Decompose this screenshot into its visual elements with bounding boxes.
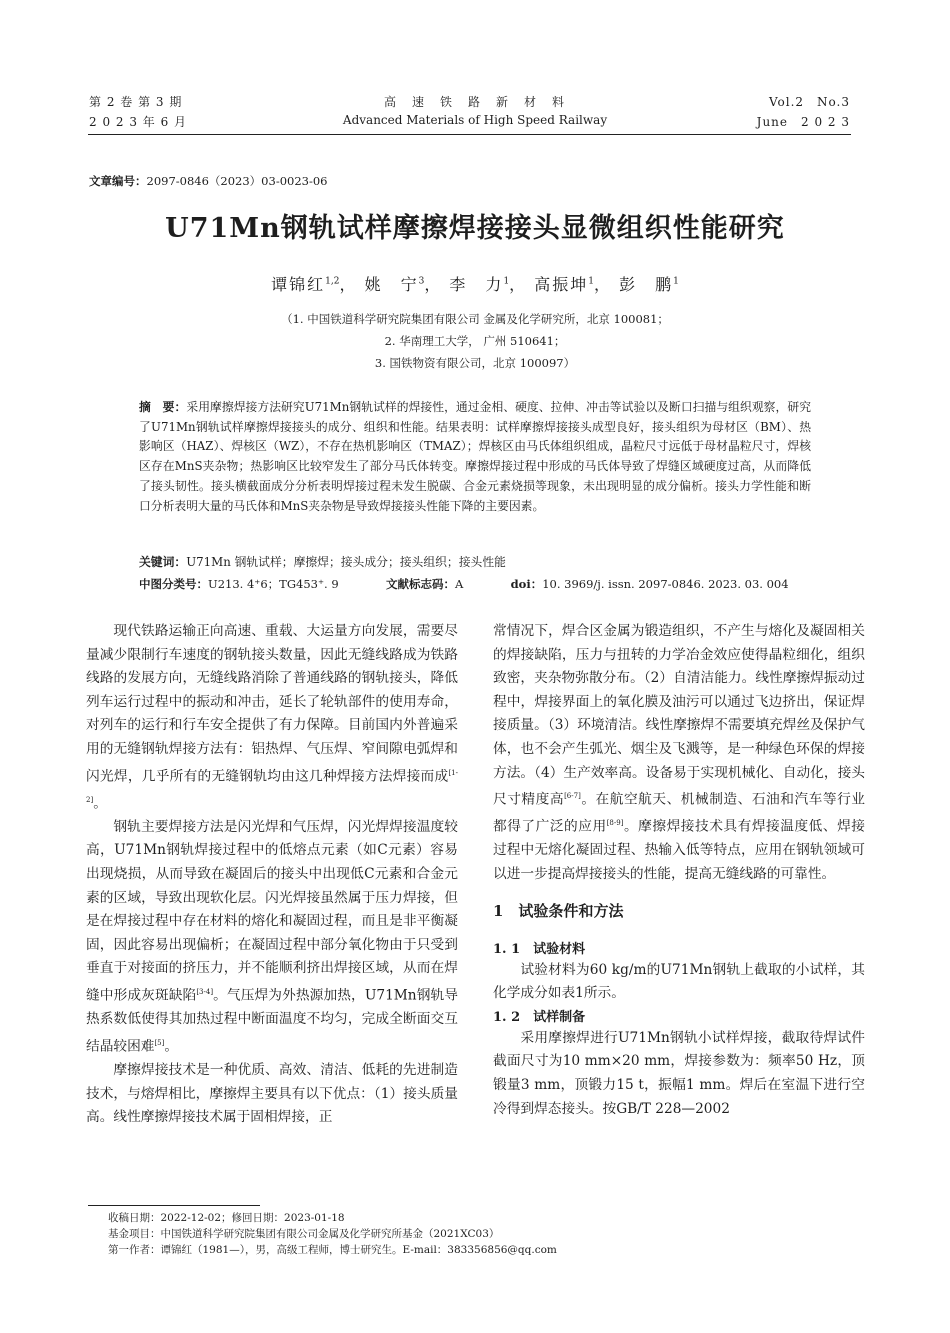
- footnote-rule: [88, 1205, 260, 1206]
- article-number: [89, 173, 328, 189]
- footnote-fund: 基金项目：中国铁道科学研究院集团有限公司金属及化学研究所基金（2021XC03）: [108, 1228, 500, 1240]
- author: 姚 宁$^3$: [364, 275, 425, 294]
- left-column: [86, 620, 458, 1130]
- author: 李 力$^1$: [449, 275, 510, 294]
- author-list: 谭锦红$^{1,2}$， 姚 宁$^3$， 李 力$^1$， 高振坤$^1$， 彭 鹏$^1$: [271, 275, 679, 294]
- paragraph: 钢轨主要焊接方法是闪光焊和气压焊，闪光焊焊接温度较高，U71Mn钢轨焊接过程中的低熔点元素（如C元素）容易出现烧损，从而导致在凝固后的接头中出现低C元素和合金元素的区域，导致出现软化层。闪光焊接虽然属于压力焊接，但是在焊接过程中存在材料的熔化和凝固过程，而且是非平衡凝固，因此容易出现偏析；在凝固过程中部分氧化物由于只受到垂直于对接面的挤压力，并不能顺利挤出焊接区域，从而在焊缝中形成灰斑缺陷[3-4]。气压焊为外热源加热，U71Mn钢轨导热系数低使得其加热过程中断面温度不均匀，完成全断面交互结晶较困难[5]。: [86, 818, 458, 1055]
- section-heading-1-1: 1. 1 试验材料: [493, 941, 586, 957]
- affiliation-2: 2. 华南理工大学， 广州 510641；: [384, 334, 566, 348]
- journal-title-cn: 高 速 铁 路 新 材 料: [383, 95, 566, 109]
- affiliation-1: （1. 中国铁道科学研究院集团有限公司 金属及化学研究所，北京 100081；: [281, 312, 669, 326]
- abstract: [139, 398, 811, 516]
- article-number-value: 2097-0846（2023）03-0023-06: [146, 174, 328, 188]
- doc-code-label: 文献标志码：: [385, 577, 455, 591]
- header-vol-no: Vol.2 No.3: [768, 95, 850, 109]
- author: 彭 鹏$^1$: [619, 275, 679, 294]
- author: 谭锦红$^{1,2}$: [271, 275, 340, 294]
- header-date: 2 0 2 3 年 6 月: [89, 115, 188, 129]
- header-rule: [88, 134, 851, 135]
- section-heading-1-2: 1. 2 试样制备: [493, 1009, 586, 1025]
- citation: [6-7]: [564, 792, 581, 801]
- citation: [5]: [154, 1038, 165, 1047]
- footnote-dates: 收稿日期：2022-12-02；修回日期：2023-01-18: [108, 1212, 345, 1224]
- keywords: [139, 553, 811, 573]
- journal-title-en: Advanced Materials of High Speed Railway: [342, 113, 608, 127]
- abstract-text: 采用摩擦焊接方法研究U71Mn钢轨试样的焊接性，通过金相、硬度、拉伸、冲击等试验以及断口扫描与组织观察，研究了U71Mn钢轨试样摩擦焊接接头的成分、组织和性能。结果表明：试样摩擦焊接接头成型良好，接头组织为母材区（BM）、热影响区（HAZ）、焊核区（WZ），不存在热机影响区（TMAZ）；焊核区由马氏体组织组成，晶粒尺寸远低于母材晶粒尺寸，焊核区存在MnS夹杂物；热影响区比较窄发生了部分马氏体转变。摩擦焊接过程中形成的马氏体导致了焊缝区域硬度过高，从而降低了接头韧性。接头横截面成分分析表明焊接过程未发生脱碳、合金元素烧损等现象，未出现明显的成分偏析。接头力学性能和断口分析表明大量的马氏体和MnS夹杂物是导致焊接接头性能下降的主要因素。: [139, 400, 811, 513]
- clc-value: U213. 4⁺6；TG453⁺. 9: [208, 577, 339, 591]
- keywords-text: U71Mn 钢轨试样；摩擦焊；接头成分；接头组织；接头性能: [186, 555, 506, 569]
- clc-label: 中图分类号：: [139, 577, 208, 591]
- paper-title: U71Mn钢轨试样摩擦焊接接头显微组织性能研究: [165, 213, 785, 244]
- doi-label: doi：: [510, 577, 543, 591]
- citation: [3-4]: [196, 988, 214, 997]
- citation: [8-9]: [606, 819, 624, 828]
- keywords-label: 关键词：: [139, 555, 187, 569]
- section-heading-1: 1 试验条件和方法: [493, 901, 624, 920]
- paragraph: 常情况下，焊合区金属为锻造组织，不产生与熔化及凝固相关的焊接缺陷，压力与扭转的力学冶金效应使得晶粒细化，组织致密，夹杂物弥散分布。（2）自清洁能力。线性摩擦焊振动过程中，焊接界面上的氧化膜及油污可以通过飞边挤出，保证焊接质量。（3）环境清洁。线性摩擦焊不需要填充焊丝及保护气体，也不会产生弧光、烟尘及飞溅等，是一种绿色环保的焊接方法。（4）生产效率高。设备易于实现机械化、自动化，接头尺寸精度高[6-7]。在航空航天、机械制造、石油和汽车等行业都得了广泛的应用[8-9]。摩擦焊接技术具有焊接温度低、焊接过程中无熔化凝固过程、热输入低等特点，应用在钢轨领域可以进一步提高焊接接头的性能，提高无缝线路的可靠性。: [493, 623, 865, 883]
- header-month: June 2 0 2 3: [756, 115, 850, 129]
- right-column: [493, 620, 865, 1121]
- affiliation-3: 3. 国铁物资有限公司，北京 100097）: [374, 356, 576, 370]
- author: 高振坤$^1$: [534, 275, 595, 294]
- classification-line: [139, 576, 819, 592]
- paragraph: 摩擦焊接技术是一种优质、高效、清洁、低耗的先进制造技术，与熔焊相比，摩擦焊主要具有以下优点：（1）接头质量高。线性摩擦焊接技术属于固相焊接，正: [86, 1061, 458, 1126]
- doc-code-value: A: [454, 577, 464, 591]
- article-number-label: 文章编号：: [89, 174, 147, 188]
- paragraph: 采用摩擦焊进行U71Mn钢轨小试样焊接，截取待焊试件截面尺寸为10 mm×20 mm，焊接参数为：频率50 Hz，顶锻量3 mm，顶锻力15 t，振幅1 mm。焊后在室温下进行空冷得到焊态接头。按GB/T 228—2002: [493, 1029, 865, 1117]
- doi-value: 10. 3969/j. issn. 2097-0846. 2023. 03. 004: [542, 577, 789, 591]
- header-volume: 第 2 卷 第 3 期: [89, 95, 183, 109]
- citation: [1-2]: [86, 768, 458, 804]
- paragraph: 试验材料为60 kg/m的U71Mn钢轨上截取的小试样，其化学成分如表1所示。: [493, 961, 865, 1002]
- footnote-author: 第一作者：谭锦红（1981—），男，高级工程师，博士研究生。E-mail：383356856@qq.com: [108, 1244, 557, 1256]
- abstract-label: 摘 要：: [139, 400, 187, 414]
- paragraph: 现代铁路运输正向高速、重载、大运量方向发展，需要尽量减少限制行车速度的钢轨接头数量，因此无缝线路成为铁路线路的发展方向，无缝线路消除了普通线路的钢轨接头，降低列车运行过程中的振动和冲击，延长了轮轨部件的使用寿命，对列车的运行和行车安全提供了有力保障。目前国内外普遍采用的无缝钢轨焊接方法有：铝热焊、气压焊、窄间隙电弧焊和闪光焊，几乎所有的无缝钢轨均由这几种焊接方法焊接而成[1-2]。: [86, 623, 458, 812]
